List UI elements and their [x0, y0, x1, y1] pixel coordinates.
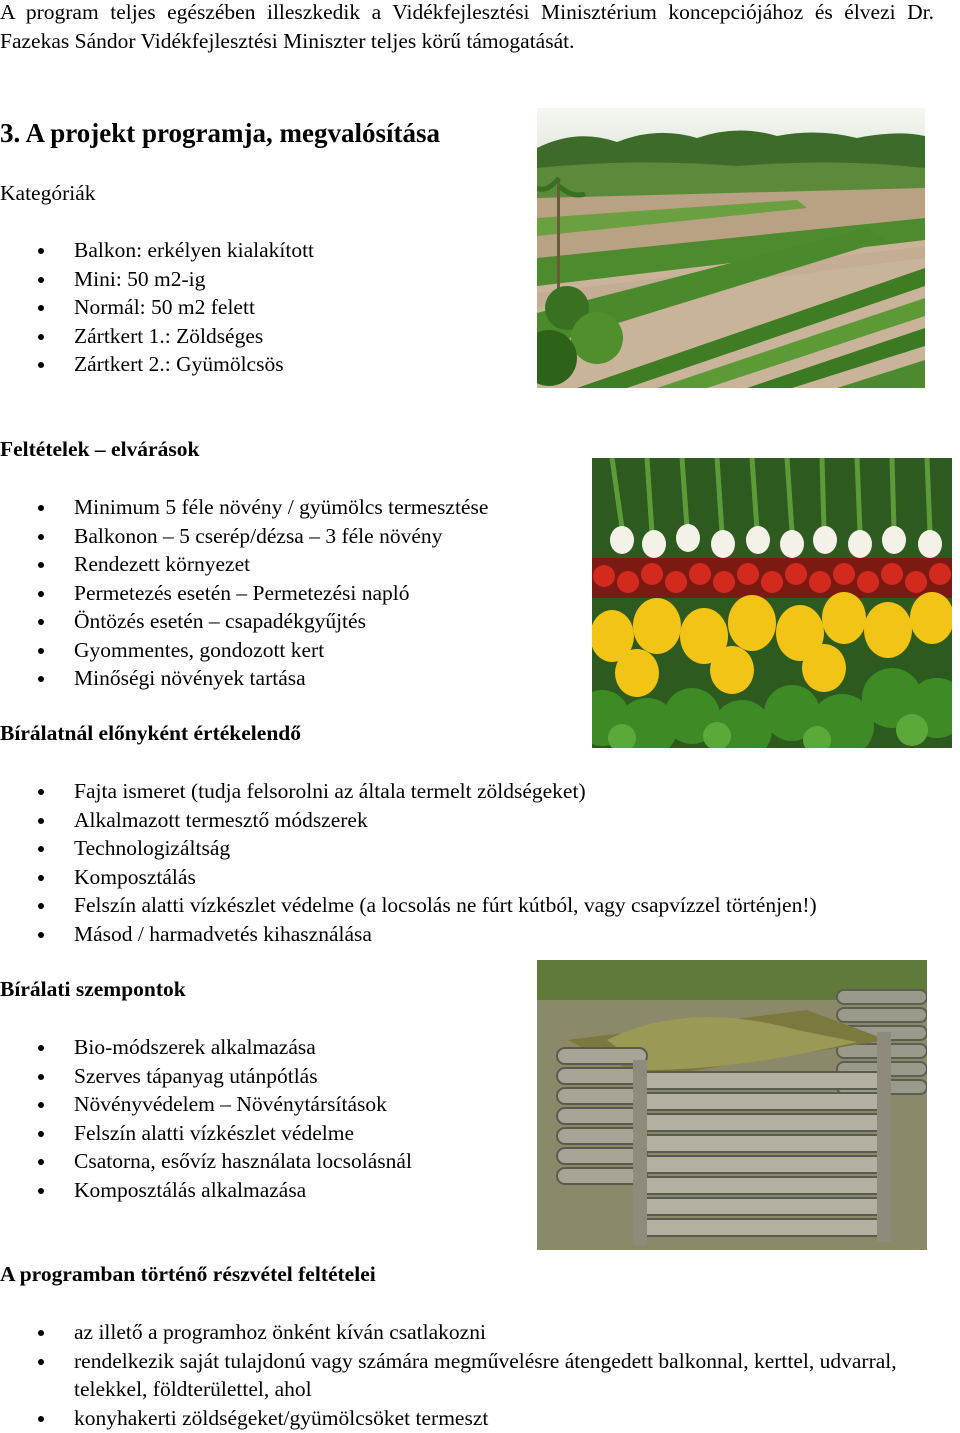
list-item: Komposztálás	[0, 863, 817, 892]
list-item: Fajta ismeret (tudja felsorolni az általa termelt zöldségeket)	[0, 777, 817, 806]
list-item: Felszín alatti vízkészlet védelme (a locsolás ne fúrt kútból, vagy csapvízzel történjen!)	[0, 891, 817, 920]
reszvetel-list	[0, 1318, 934, 1432]
list-item: az illető a programhoz önként kíván csatlakozni	[0, 1318, 934, 1347]
section-title: 3. A projekt programja, megvalósítása	[0, 118, 440, 148]
list-item: Balkonon – 5 cserép/dézsa – 3 féle növény	[0, 522, 488, 551]
list-item: Felszín alatti vízkészlet védelme	[0, 1119, 412, 1148]
list-item: Zártkert 2.: Gyümölcsös	[0, 350, 314, 379]
list-item: Növényvédelem – Növénytársítások	[0, 1090, 412, 1119]
list-item: Mini: 50 m2-ig	[0, 265, 314, 294]
list-item: Minőségi növények tartása	[0, 664, 488, 693]
list-item: Balkon: erkélyen kialakított	[0, 236, 314, 265]
compost-bin-photo	[537, 960, 927, 1250]
list-item: Bio-módszerek alkalmazása	[0, 1033, 412, 1062]
list-item: Szerves tápanyag utánpótlás	[0, 1062, 412, 1091]
reszvetel-heading: A programban történő részvétel feltételei	[0, 1262, 376, 1286]
garden-rows-photo	[537, 108, 925, 388]
feltetelek-heading: Feltételek – elvárások	[0, 437, 200, 461]
list-item: Komposztálás alkalmazása	[0, 1176, 412, 1205]
list-item: Alkalmazott termesztő módszerek	[0, 806, 817, 835]
kategoriak-heading: Kategóriák	[0, 181, 96, 205]
list-item: Permetezés esetén – Permetezési napló	[0, 579, 488, 608]
list-item: Csatorna, esővíz használata locsolásnál	[0, 1147, 412, 1176]
list-item: Öntözés esetén – csapadékgyűjtés	[0, 607, 488, 636]
elonyok-heading: Bírálatnál előnyként értékelendő	[0, 721, 301, 745]
list-item: Minimum 5 féle növény / gyümölcs termesztése	[0, 493, 488, 522]
list-item: Zártkert 1.: Zöldséges	[0, 322, 314, 351]
intro-paragraph: A program teljes egészében illeszkedik a Vidékfejlesztési Minisztérium koncepciójához és élvezi Dr. Fazekas Sándor Vidékfejlesztési Miniszter teljes körű támogatását.	[0, 0, 934, 53]
szempontok-list	[0, 1033, 412, 1204]
vegetables-photo	[592, 458, 952, 748]
list-item: Gyommentes, gondozott kert	[0, 636, 488, 665]
kategoriak-list	[0, 236, 314, 379]
list-item: Technologizáltság	[0, 834, 817, 863]
list-item: rendelkezik saját tulajdonú vagy számára megművelésre átengedett balkonnal, kerttel, udvarral, telekkel, földterülettel, ahol	[0, 1347, 934, 1404]
list-item: Másod / harmadvetés kihasználása	[0, 920, 817, 949]
elonyok-list	[0, 777, 817, 948]
feltetelek-list	[0, 493, 488, 693]
list-item: Rendezett környezet	[0, 550, 488, 579]
list-item: konyhakerti zöldségeket/gyümölcsöket termeszt	[0, 1404, 934, 1433]
list-item: Normál: 50 m2 felett	[0, 293, 314, 322]
szempontok-heading: Bírálati szempontok	[0, 977, 186, 1001]
